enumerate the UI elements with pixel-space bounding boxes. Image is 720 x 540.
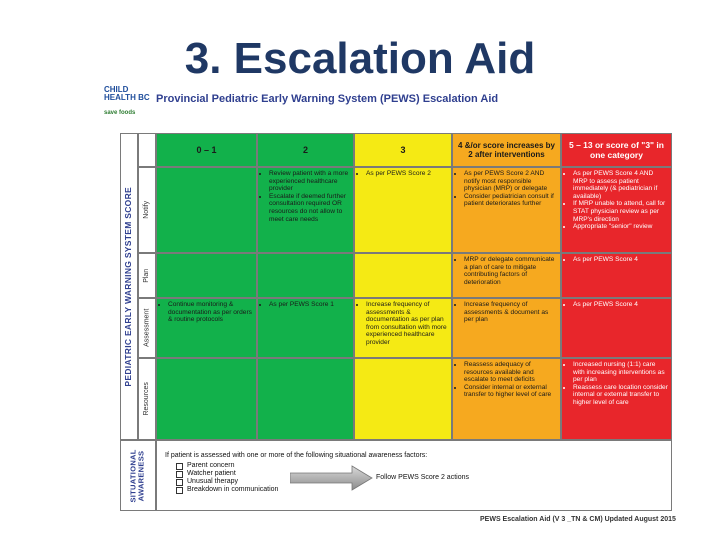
plan-col2 — [257, 253, 354, 298]
list-item: • As per PEWS Score 2 AND notify most responsible physician (MRP) or delegate — [464, 170, 557, 193]
assessment-col3-list — [358, 301, 448, 347]
situational-title: If patient is assessed with one or more of the following situational awareness factors: — [165, 452, 428, 459]
row-label-notify — [138, 167, 156, 253]
header-score-5-13: 5 – 13 or score of "3" in one category — [561, 133, 672, 167]
list-item: • Increased nursing (1:1) care with increasing interventions as per plan — [573, 361, 668, 384]
save-foods-logo: save foods — [104, 110, 136, 116]
checkbox-icon — [176, 463, 183, 470]
plan-col5 — [561, 253, 672, 298]
list-item: • Continue monitoring & documentation as per orders & routine protocols — [168, 301, 253, 324]
list-item: • As per PEWS Score 4 AND MRP to assess patient immediately (& pediatrician if available) — [573, 170, 668, 200]
side-label-pews-text: PEDIATRIC EARLY WARNING SYSTEM SCORE — [123, 186, 134, 387]
right-arrow-icon — [290, 464, 374, 492]
side-corner — [138, 133, 156, 167]
assessment-col2-list — [261, 301, 350, 309]
list-item — [176, 486, 278, 494]
assessment-col1-list — [160, 301, 253, 324]
plan-col1 — [156, 253, 257, 298]
row-label-assessment-text: Assessment — [143, 308, 151, 348]
situational-factor-list — [176, 462, 278, 494]
notify-col2 — [257, 167, 354, 253]
assessment-col3 — [354, 298, 452, 358]
side-label-pews — [120, 133, 138, 440]
row-label-plan — [138, 253, 156, 298]
list-item: • As per PEWS Score 4 — [573, 301, 668, 309]
slide-title: 3. Escalation Aid — [184, 34, 536, 83]
list-item: • If MRP unable to attend, call for STAT physician review as per MRP's direction — [573, 200, 668, 223]
plan-col4-list — [456, 256, 557, 286]
row-label-assessment — [138, 298, 156, 358]
list-item: • Appropriate "senior" review — [573, 223, 668, 231]
list-item — [176, 478, 278, 486]
side-label-situational-text: SITUATIONAL AWARENESS — [129, 448, 146, 503]
factor-label: Unusual therapy — [187, 478, 238, 485]
list-item: • Consider internal or external transfer to higher level of care — [464, 384, 557, 399]
side-label-situational — [120, 440, 156, 511]
notify-col4 — [452, 167, 561, 253]
notify-col3-list — [358, 170, 448, 178]
list-item: • MRP or delegate communicate a plan of care to mitigate contributing factors of deterioration — [464, 256, 557, 286]
document-title: Provincial Pediatric Early Warning System (PEWS) Escalation Aid — [156, 93, 499, 105]
plan-col3 — [354, 253, 452, 298]
list-item: • Reassess care location consider internal or external transfer to higher level of care — [573, 384, 668, 407]
notify-col4-list — [456, 170, 557, 208]
row-label-resources — [138, 358, 156, 440]
resources-col4-list — [456, 361, 557, 399]
resources-col3 — [354, 358, 452, 440]
list-item: • Consider pediatrician consult if patient deteriorates further — [464, 193, 557, 208]
assessment-col1 — [156, 298, 257, 358]
notify-col5-list — [565, 170, 668, 231]
assessment-col4-list — [456, 301, 557, 324]
list-item — [176, 470, 278, 478]
assessment-col5 — [561, 298, 672, 358]
factor-label: Watcher patient — [187, 470, 236, 477]
row-label-notify-text: Notify — [143, 201, 151, 219]
resources-col4 — [452, 358, 561, 440]
header-score-2: 2 — [257, 133, 354, 167]
notify-col1 — [156, 167, 257, 253]
resources-col5-list — [565, 361, 668, 407]
checkbox-icon — [176, 471, 183, 478]
child-health-bc-logo — [104, 86, 150, 102]
list-item: • Increase frequency of assessments & documentation as per plan from consultation with more experienced healthcare provider — [366, 301, 448, 347]
list-item: • As per PEWS Score 2 — [366, 170, 448, 178]
list-item — [176, 462, 278, 470]
header-score-4: 4 &/or score increases by 2 after interventions — [452, 133, 561, 167]
plan-col5-list — [565, 256, 668, 264]
document-footer: PEWS Escalation Aid (V 3 _TN & CM) Updated August 2015 — [480, 516, 676, 523]
list-item: • As per PEWS Score 1 — [269, 301, 350, 309]
header-score-3: 3 — [354, 133, 452, 167]
row-label-resources-text: Resources — [143, 382, 151, 416]
factor-label: Breakdown in communication — [187, 486, 279, 493]
resources-col2 — [257, 358, 354, 440]
assessment-col4 — [452, 298, 561, 358]
list-item: • Review patient with a more experienced healthcare provider — [269, 170, 350, 193]
resources-col1 — [156, 358, 257, 440]
notify-col2-list — [261, 170, 350, 223]
resources-col5 — [561, 358, 672, 440]
assessment-col2 — [257, 298, 354, 358]
assessment-col5-list — [565, 301, 668, 309]
row-label-plan-text: Plan — [143, 268, 151, 283]
notify-col3 — [354, 167, 452, 253]
header-score-0-1: 0 – 1 — [156, 133, 257, 167]
checkbox-icon — [176, 479, 183, 486]
list-item: • As per PEWS Score 4 — [573, 256, 668, 264]
list-item: • Increase frequency of assessments & document as per plan — [464, 301, 557, 324]
checkbox-icon — [176, 487, 183, 494]
factor-label: Parent concern — [187, 462, 235, 469]
plan-col4 — [452, 253, 561, 298]
list-item: • Escalate if deemed further consultation required OR resources do not allow to meet care needs — [269, 193, 350, 223]
follow-action-text: Follow PEWS Score 2 actions — [376, 474, 469, 481]
list-item: • Reassess adequacy of resources available and escalate to meet deficits — [464, 361, 557, 384]
logo-text: CHILD HEALTH BC — [104, 85, 150, 102]
notify-col5 — [561, 167, 672, 253]
